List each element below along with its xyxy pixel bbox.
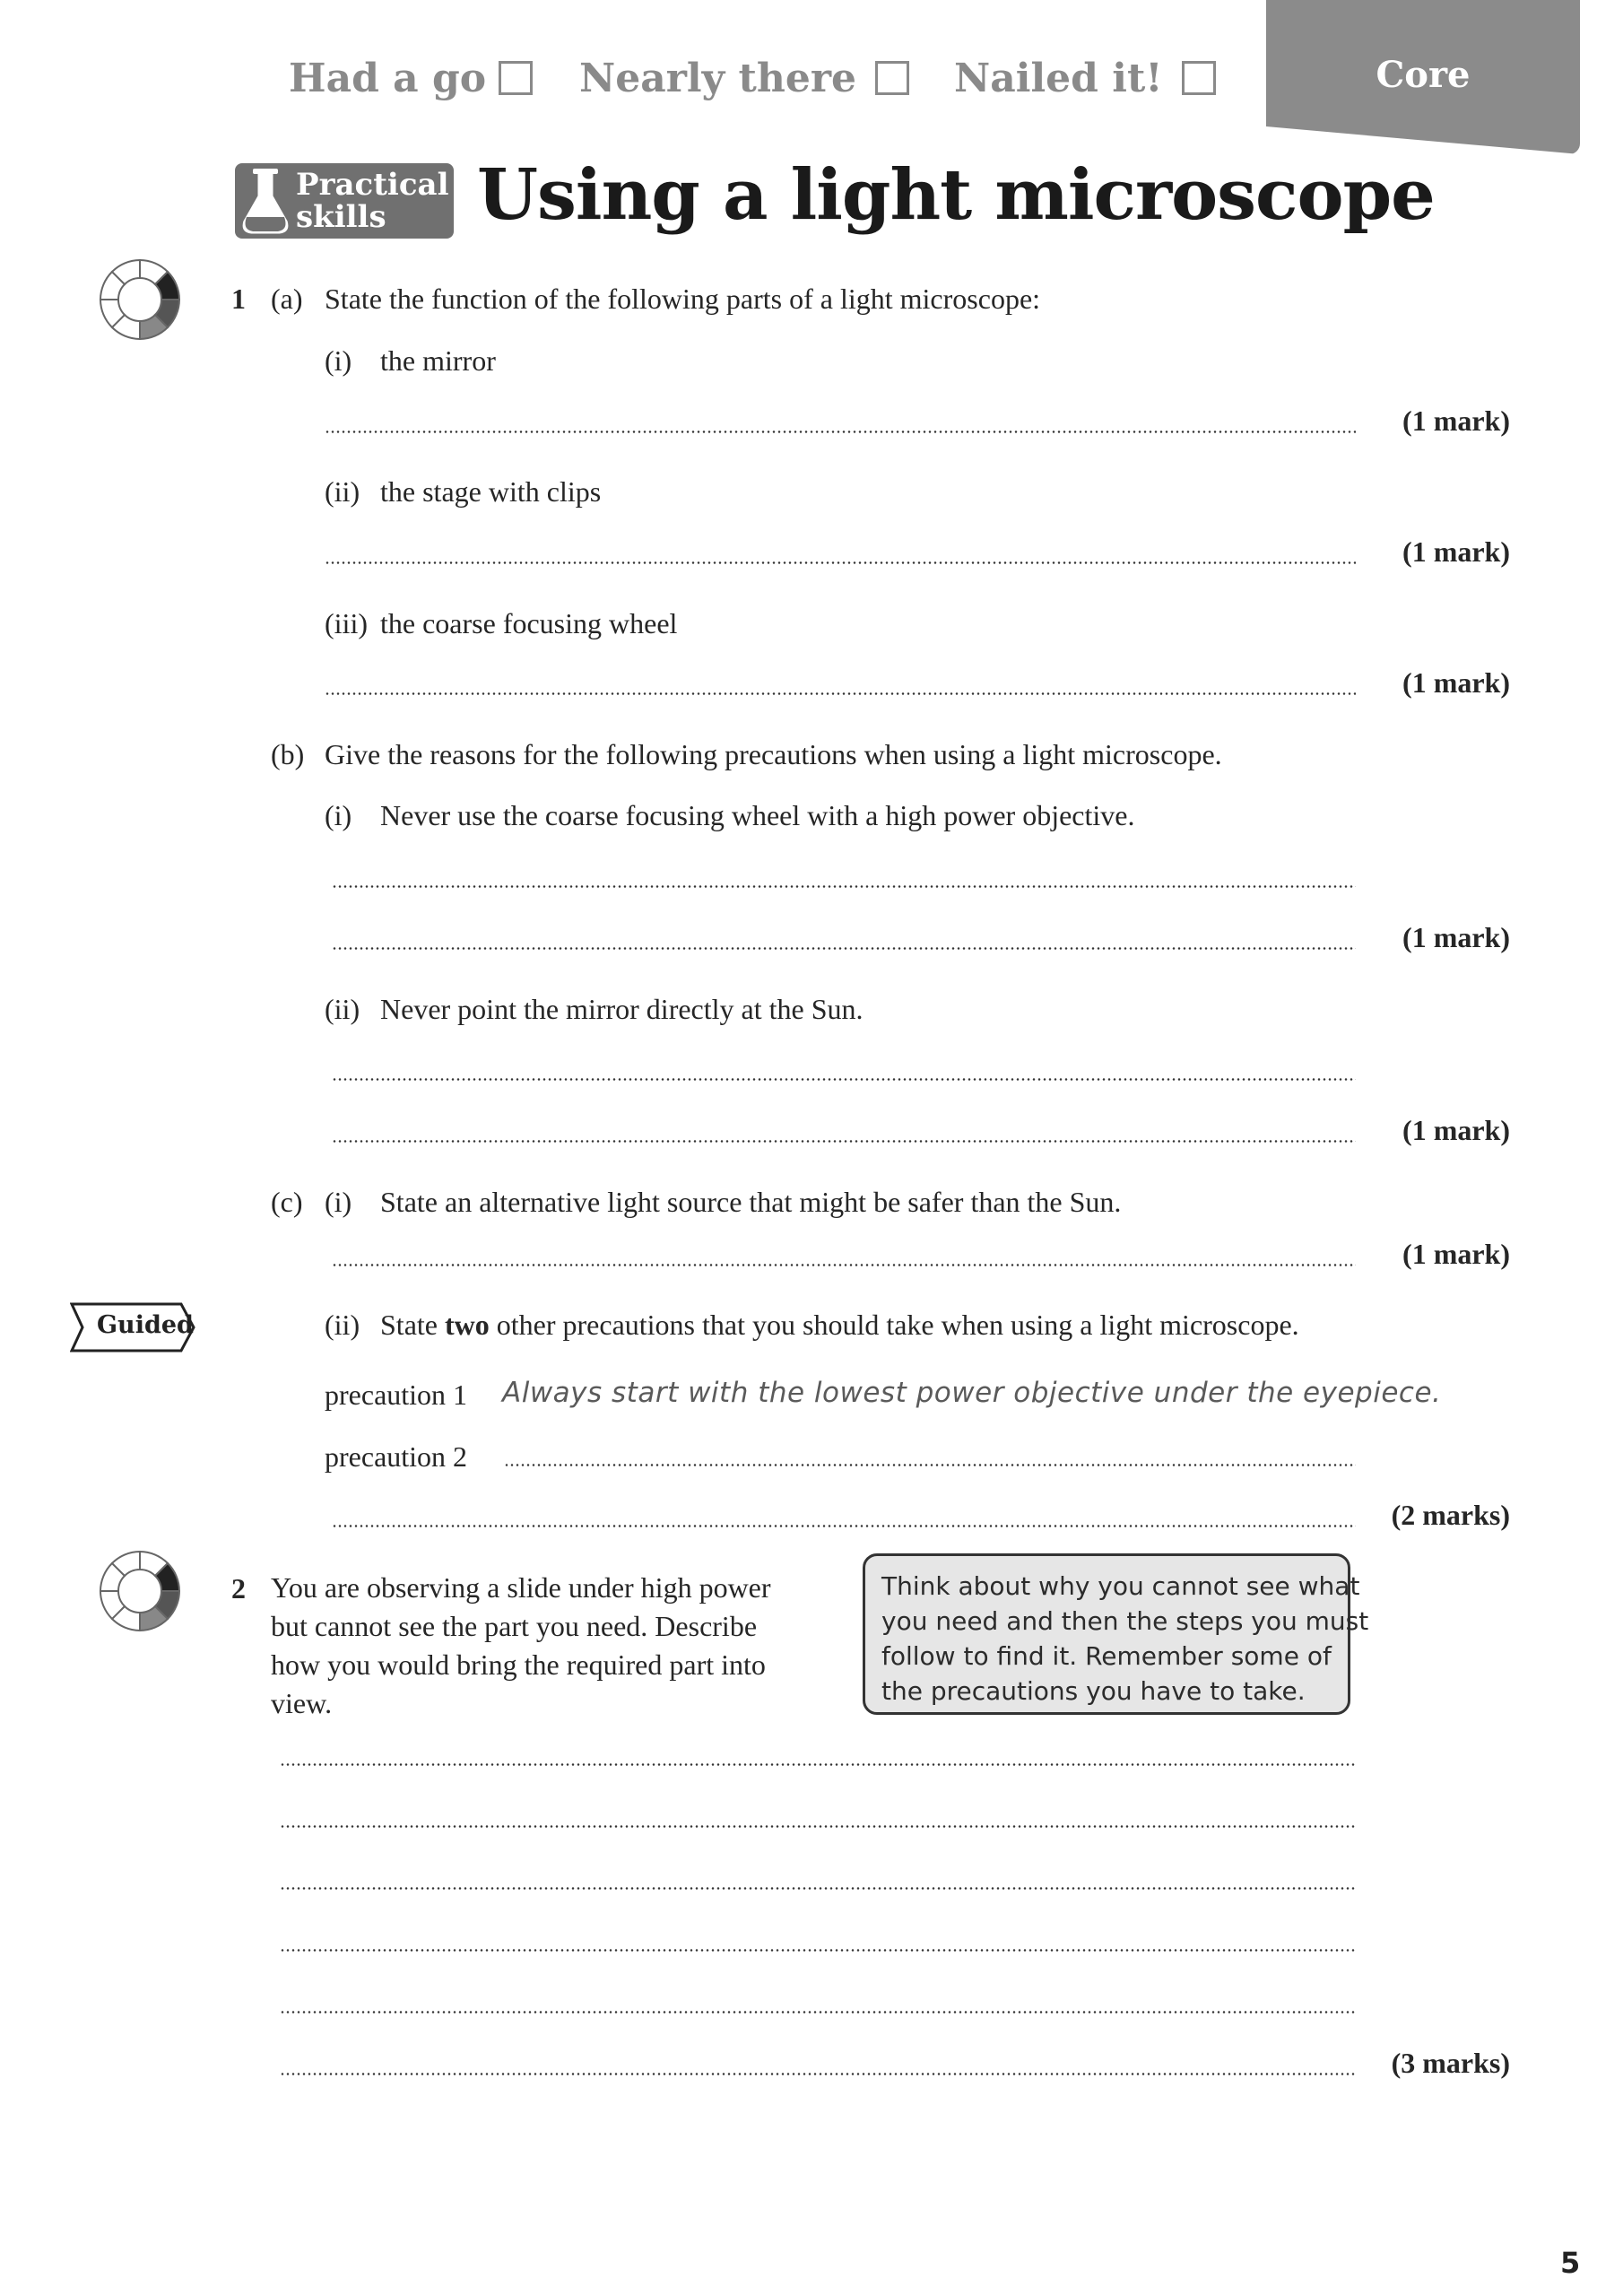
q1ci-marks: (1 mark) [1402, 1238, 1510, 1270]
answer-line-q2[interactable] [280, 1825, 1356, 1828]
q1b-label: (b) [271, 738, 305, 770]
answer-line-q2[interactable] [280, 1887, 1356, 1890]
q1cii-marks: (2 marks) [1391, 1499, 1510, 1531]
q1bi-text: Never use the coarse focusing wheel with a high power objective. [380, 799, 1135, 831]
q2-number: 2 [231, 1572, 246, 1605]
q1aii-text: the stage with clips [380, 475, 602, 508]
q2-line: view. [271, 1687, 333, 1719]
q1cii-text-before: State [380, 1309, 438, 1341]
guided-label: Guided [97, 1311, 194, 1339]
badge-line-skills: skills [296, 199, 386, 235]
q1cii-text-bold: two [444, 1309, 490, 1341]
precaution1-label: precaution 1 [325, 1378, 468, 1411]
answer-line-q1aiii[interactable] [325, 692, 1356, 695]
q1ai-label: (i) [325, 344, 352, 377]
answer-line-q1bii-1[interactable] [332, 1078, 1356, 1081]
q2-line: but cannot see the part you need. Describe [271, 1610, 758, 1642]
precaution1-answer: Always start with the lowest power objective under the eyepiece. [502, 1377, 1442, 1409]
q1bii-label: (ii) [325, 993, 360, 1025]
q1ci-label: (i) [325, 1186, 352, 1218]
q1a-label: (a) [271, 283, 303, 315]
q1cii-label: (ii) [325, 1309, 360, 1341]
q1ci-text: State an alternative light source that might be safer than the Sun. [380, 1186, 1122, 1218]
q1cii-text-after: other precautions that you should take when using a light microscope. [496, 1309, 1299, 1341]
q1b-stem: Give the reasons for the following precautions when using a light microscope. [325, 738, 1222, 770]
core-tab-label: Core [1376, 54, 1471, 96]
q1cii-text [380, 1307, 1299, 1343]
q2-line: how you would bring the required part into [271, 1648, 766, 1681]
answer-line-q1bi-2[interactable] [332, 947, 1356, 950]
nearly-there-checkbox[interactable] [875, 61, 909, 95]
q1aiii-marks: (1 mark) [1402, 666, 1510, 699]
q1-number: 1 [231, 283, 246, 315]
answer-line-q1ci[interactable] [332, 1264, 1356, 1266]
answer-line-q1bii-2[interactable] [332, 1140, 1356, 1143]
answer-line-q2[interactable] [280, 2073, 1356, 2075]
page-title: Using a light microscope [477, 154, 1435, 236]
q1aii-label: (ii) [325, 475, 360, 508]
precaution2-label: precaution 2 [325, 1440, 468, 1473]
hint-line: Think about why you cannot see what [881, 1571, 1360, 1601]
q1bii-text: Never point the mirror directly at the Sun. [380, 993, 864, 1025]
difficulty-dial-icon [97, 1548, 183, 1634]
q1aiii-label: (iii) [325, 607, 368, 639]
answer-line-q1aii[interactable] [325, 561, 1356, 564]
answer-line-q2[interactable] [280, 2011, 1356, 2013]
q1ai-marks: (1 mark) [1402, 404, 1510, 437]
nailed-it-checkbox[interactable] [1182, 61, 1216, 95]
q1aiii-text: the coarse focusing wheel [380, 607, 678, 639]
q2-line: You are observing a slide under high power [271, 1571, 771, 1604]
answer-line-q1ai[interactable] [325, 430, 1356, 433]
q2-text [271, 1569, 771, 1723]
status-had-a-go-label: Had a go [289, 56, 487, 101]
q1ai-text: the mirror [380, 344, 496, 377]
hint-box [863, 1553, 1369, 1715]
practical-skills-text [296, 169, 448, 233]
hint-line: the precautions you have to take. [881, 1676, 1306, 1706]
difficulty-dial-icon [97, 257, 183, 343]
q1bi-marks: (1 mark) [1402, 921, 1510, 953]
flask-icon [237, 165, 294, 240]
answer-line-q1cii[interactable] [332, 1525, 1356, 1527]
had-a-go-checkbox[interactable] [499, 61, 533, 95]
status-nailed-it-label: Nailed it! [954, 56, 1163, 101]
answer-line-q2[interactable] [280, 1763, 1356, 1766]
q1a-stem: State the function of the following parts of a light microscope: [325, 283, 1041, 315]
q1aii-marks: (1 mark) [1402, 535, 1510, 568]
page-number: 5 [1560, 2246, 1581, 2280]
hint-line: follow to find it. Remember some of [881, 1641, 1332, 1671]
status-nearly-there-label: Nearly there [579, 56, 856, 101]
hint-line: you need and then the steps you must [881, 1606, 1369, 1636]
answer-line-q1bi-1[interactable] [332, 885, 1356, 888]
q1bi-label: (i) [325, 799, 352, 831]
q1c-label: (c) [271, 1186, 303, 1218]
q1bii-marks: (1 mark) [1402, 1114, 1510, 1146]
q2-marks: (3 marks) [1391, 2047, 1510, 2079]
answer-line-precaution2[interactable] [504, 1464, 1356, 1466]
answer-line-q2[interactable] [280, 1949, 1356, 1952]
badge-line-practical: Practical [296, 167, 449, 203]
